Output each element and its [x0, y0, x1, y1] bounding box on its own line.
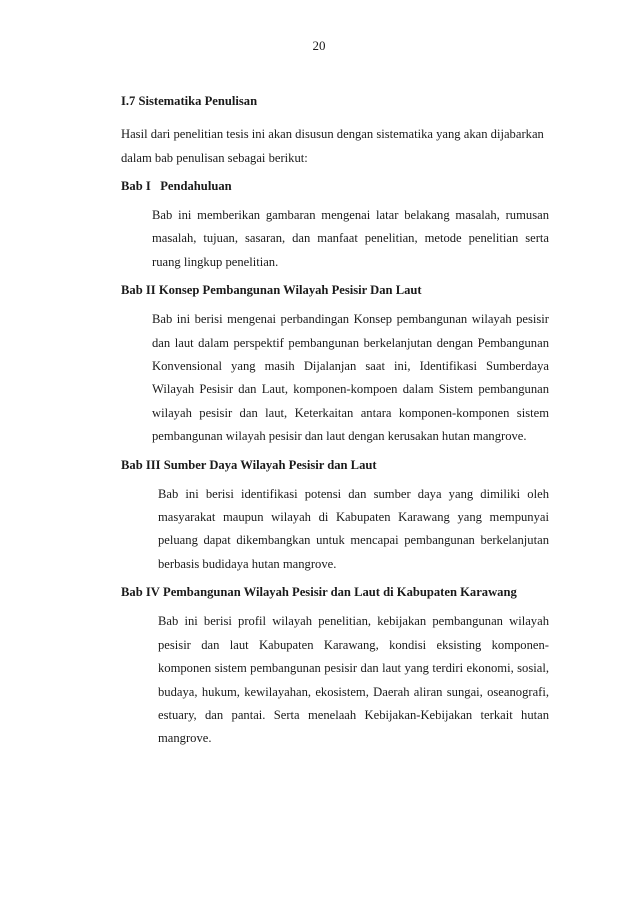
chapter-number: Bab I	[121, 179, 151, 193]
section-intro: Hasil dari penelitian tesis ini akan disusun dengan sistematika yang akan dijabarkan dalam bab penulisan sebagai berikut:	[121, 127, 544, 165]
chapter-title	[121, 582, 549, 602]
chapter-number: Bab IV	[121, 585, 160, 600]
chapter-bab-1	[121, 176, 549, 274]
chapter-number: Bab III	[121, 457, 161, 472]
chapter-description: Bab ini memberikan gambaran mengenai latar belakang masalah, rumusan masalah, tujuan, sasaran, dan manfaat penelitian, metode penelitian serta ruang lingkup penelitian.	[152, 208, 549, 269]
chapter-bab-2	[121, 280, 549, 448]
document-body	[121, 91, 549, 751]
chapter-description: Bab ini berisi profil wilayah penelitian, kebijakan pembangunan wilayah pesisir dan laut Kabupaten Karawang, kondisi eksisting komponen-komponen sistem pembangunan pesisir dan laut yang terdiri ekonomi, sosial, budaya, hukum, kewilayahan, ekosistem, Daerah aliran sungai, oseanografi, estuary, dan pantai. Serta menelaah Kebijakan-Kebijakan terkait hutan mangrove.	[158, 614, 549, 746]
chapter-name: Pendahuluan	[160, 179, 232, 193]
chapter-title	[121, 280, 549, 300]
chapter-number: Bab II	[121, 283, 156, 298]
chapter-description: Bab ini berisi identifikasi potensi dan sumber daya yang dimiliki oleh masyarakat maupun wilayah di Kabupaten Karawang yang mempunyai peluang dapat dikembangkan untuk mencapai pembangunan berkelanjutan berbasis budidaya hutan mangrove.	[158, 486, 549, 571]
chapter-name: Pembangunan Wilayah Pesisir dan Laut di Kabupaten Karawang	[163, 585, 517, 600]
chapter-title	[121, 176, 549, 196]
chapter-title	[121, 455, 549, 475]
chapter-bab-4	[121, 582, 549, 750]
chapter-bab-3	[121, 455, 549, 577]
page-number: 20	[312, 38, 326, 53]
section-heading: I.7 Sistematika Penulisan	[121, 94, 258, 108]
chapter-name: Sumber Daya Wilayah Pesisir dan Laut	[163, 457, 377, 472]
chapter-name: Konsep Pembangunan Wilayah Pesisir Dan Laut	[158, 283, 422, 298]
chapter-description: Bab ini berisi mengenai perbandingan Konsep pembangunan wilayah pesisir dan laut dalam perspektif pembangunan berkelanjutan dengan Pembangunan Konvensional yang masih Dijalanjan saat ini, Identifikasi Sumberdaya Wilayah Pesisir dan Laut, komponen-kompoen dalam Sistem pembangunan wilayah pesisir dan laut, Keterkaitan antara komponen-komponen sistem pembangunan wilayah pesisir dan laut dengan kerusakan hutan mangrove.	[152, 312, 549, 444]
